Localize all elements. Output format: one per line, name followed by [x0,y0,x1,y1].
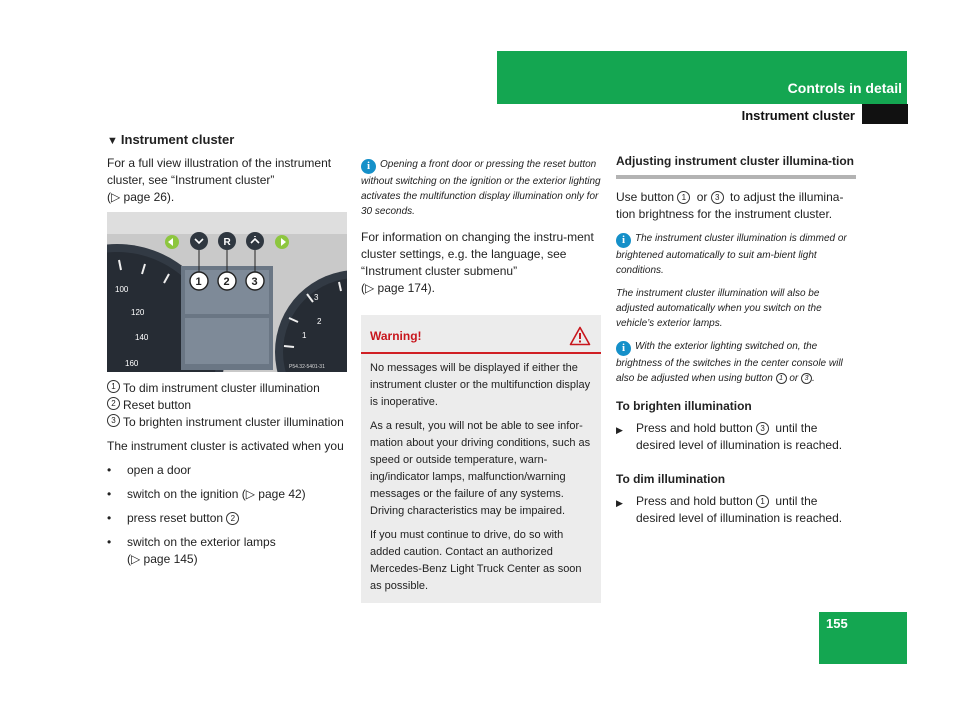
svg-text:3: 3 [251,276,258,288]
rpm-label: 1 [302,331,307,340]
subsection-title: Adjusting instrument cluster illumina-tion [616,154,855,168]
column-right [616,153,856,527]
legend-item: 3 To brighten instrument cluster illumination [107,414,347,431]
instrument-cluster-figure [107,212,347,372]
brighten-step: ▶ Press and hold button 3 until the desired level of illumination is reached. [616,421,843,452]
page-number: 155 [826,616,848,631]
rpm-label: 2 [317,317,322,326]
intro-text: For a full view illustration of the instrument cluster, see “Instrument cluster” (▷ page 26). [107,156,332,204]
page-ref[interactable]: (▷ page 26). [107,190,175,204]
divider [616,175,856,179]
dim-title: To dim illumination [616,472,726,486]
column-left [107,131,347,568]
info-note-continued: The instrument cluster illumination will also be adjusted automatically when you switch on the vehicle’s exterior lamps. [616,288,822,329]
speed-label: 140 [135,333,149,342]
info-text: For information on changing the instru-ment cluster settings, e.g. the language, see “Instrument cluster submenu” (▷ page 174). [361,230,594,295]
info-note: i Opening a front door or pressing the reset button without switching on the ignition or the exterior lighting activates the multifunction display illumination only for 30 seconds. [361,159,601,217]
warning-paragraph: If you must continue to drive, do so with added caution. Contact an authorized Mercedes-Benz Light Truck Center as soon as possible. [370,529,582,592]
warning-box [361,315,601,603]
figure-code: P54.32-5401-31 [289,364,325,370]
svg-text:1: 1 [195,276,202,288]
page-ref[interactable]: (▷ page 145) [127,552,198,566]
triangle-down-icon: ▼ [107,135,118,147]
page-ref[interactable]: (▷ page 174). [361,281,435,295]
svg-text:2: 2 [223,276,230,288]
info-note: i The instrument cluster illumination is dimmed or brightened automatically to suit am-bient light conditions. [616,233,847,276]
use-text: Use button 1 or 3 to adjust the illumina-tion brightness for the instrument cluster. [616,190,844,221]
warning-title: Warning! [370,328,422,343]
speed-label: 160 [125,359,139,368]
info-icon: i [616,341,631,356]
bullet-item: • switch on the ignition (▷ page 42) [107,487,306,501]
warning-body [361,354,601,603]
warning-header [361,315,601,354]
info-note: i With the exterior lighting switched on, the brightness of the switches in the center console will also be adjusted when using button 1 or 3 . [616,341,843,384]
header-band [497,51,907,104]
rpm-label: 3 [314,293,319,302]
chapter-title: Controls in detail [787,80,902,96]
header-tab-marker [862,104,908,124]
dim-step: ▶ Press and hold button 1 until the desired level of illumination is reached. [616,494,843,525]
bullet-item: • press reset button 2 [107,510,347,527]
legend-item: 1 To dim instrument cluster illumination [107,380,347,397]
speed-label: 100 [115,285,129,294]
warning-paragraph: As a result, you will not be able to see infor-mation about your driving conditions, such as speed or outside temperature, warn-ing/indicator lamps, malfunction/warning messages or the failure of any systems. Driving characteristics may be impaired. [370,420,591,517]
arrow-right-icon: ▶ [616,498,623,508]
dim-button-icon [190,232,208,250]
speed-label: 120 [131,308,145,317]
section-heading: Instrument cluster [741,108,855,123]
brighten-button-icon [246,232,264,250]
svg-text:R: R [223,237,231,248]
brighten-title: To brighten illumination [616,399,752,413]
warning-paragraph: No messages will be displayed if either the instrument cluster or the multifunction display is inoperative. [370,362,591,408]
legend-item: 2 Reset button [107,397,347,414]
arrow-right-icon: ▶ [616,425,623,435]
info-icon: i [616,233,631,248]
section-title: ▼ Instrument cluster [107,132,235,147]
column-middle [361,157,601,603]
bullet-item: • switch on the exterior lamps (▷ page 145) [107,535,276,566]
activated-text: The instrument cluster is activated when you [107,439,344,453]
info-icon: i [361,159,376,174]
bullet-item: • open a door [107,463,192,477]
warning-triangle-icon [569,326,591,346]
